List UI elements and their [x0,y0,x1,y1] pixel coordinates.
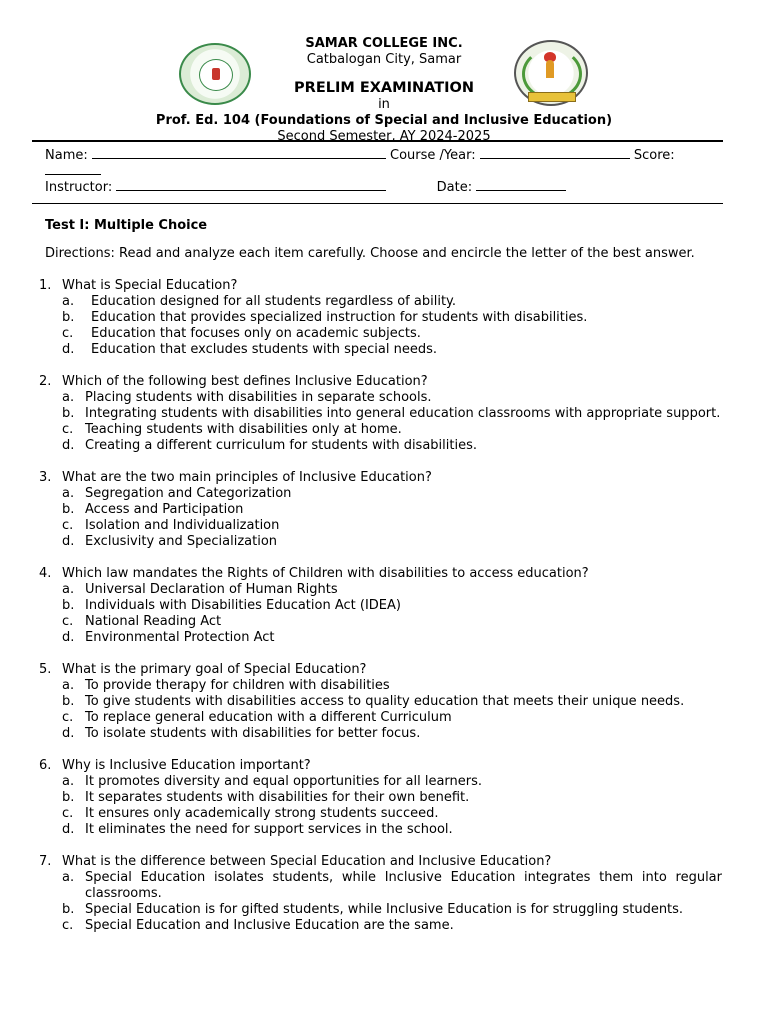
question-number: 6. [39,758,52,773]
instructor-field[interactable] [116,179,386,191]
option-text: Environmental Protection Act [85,630,275,645]
answer-option[interactable] [62,294,722,310]
option-text: National Reading Act [85,614,222,629]
option-letter: a. [62,390,75,405]
option-letter: b. [62,502,75,517]
option-letter: d. [62,438,75,453]
option-text: To give students with disabilities access to quality education that meets their unique needs. [85,694,685,709]
answer-option[interactable] [62,822,722,838]
option-text: To isolate students with disabilities for better focus. [85,726,421,741]
question-number: 1. [39,278,52,293]
option-letter: c. [62,614,74,629]
exam-header [0,36,768,145]
option-letter: a. [62,678,75,693]
option-text: Education that provides specialized instruction for students with disabilities. [91,310,588,325]
answer-option[interactable] [62,678,722,694]
question-text: Which of the following best defines Inclusive Education? [62,374,428,389]
directions: Directions: Read and analyze each item carefully. Choose and encircle the letter of the best answer. [45,246,695,261]
question-number: 5. [39,662,52,677]
course-title: Prof. Ed. 104 (Foundations of Special and Inclusive Education) [155,113,613,128]
info-row-1 [45,147,725,164]
in-word: in [378,97,390,112]
option-letter: a. [62,294,75,309]
option-text: It separates students with disabilities for their own benefit. [85,790,470,805]
option-letter: d. [62,630,75,645]
score-field[interactable] [45,163,101,175]
answer-option[interactable] [62,534,722,550]
option-text: Universal Declaration of Human Rights [85,582,338,597]
answer-option[interactable] [62,406,722,422]
option-text: Segregation and Categorization [85,486,292,501]
answer-option[interactable] [62,694,722,710]
exam-content [39,218,722,934]
header-divider [32,140,723,142]
answer-option[interactable] [62,486,722,502]
course-year-field[interactable] [480,147,630,159]
option-letter: a. [62,582,75,597]
option-letter: d. [62,534,75,549]
option-text: Special Education and Inclusive Education are the same. [85,918,454,933]
question-list [39,278,722,934]
answer-option[interactable] [62,710,722,726]
answer-option[interactable] [62,310,722,326]
question-item [39,758,722,838]
answer-option[interactable] [62,326,722,342]
date-label: Date: [436,180,473,195]
answer-option[interactable] [62,790,722,806]
info-row-1b [45,163,725,180]
date-field[interactable] [476,179,566,191]
answer-option[interactable] [62,630,722,646]
answer-option[interactable] [62,774,722,790]
option-text: Education designed for all students regardless of ability. [91,294,457,309]
answer-option[interactable] [62,390,722,406]
option-letter: a. [62,870,75,885]
option-text: It ensures only academically strong students succeed. [85,806,439,821]
option-letter: c. [62,710,74,725]
option-text: Exclusivity and Specialization [85,534,278,549]
question-item [39,470,722,550]
info-row-2 [45,179,725,196]
semester: Second Semester, AY 2024-2025 [277,129,491,144]
option-text: Integrating students with disabilities into general education classrooms with appropriate support. [85,406,721,421]
option-letter: a. [62,774,75,789]
option-letter: d. [62,342,75,357]
answer-option[interactable] [62,598,722,614]
option-letter: c. [62,422,74,437]
option-letter: c. [62,518,74,533]
answer-option[interactable] [62,582,722,598]
score-label: Score: [633,148,675,163]
exam-title: PRELIM EXAMINATION [294,80,474,96]
option-letter: c. [62,326,74,341]
option-text: To replace general education with a different Curriculum [85,710,452,725]
answer-option[interactable] [62,806,722,822]
question-item [39,566,722,646]
question-number: 3. [39,470,52,485]
answer-option[interactable] [62,342,722,358]
option-letter: b. [62,694,75,709]
option-text: It eliminates the need for support services in the school. [85,822,453,837]
name-label: Name: [45,148,88,163]
answer-option[interactable] [62,726,722,742]
option-text: To provide therapy for children with disabilities [85,678,390,693]
option-text: Special Education isolates students, while Inclusive Education integrates them into regular classrooms. [85,870,722,901]
question-text: What is the difference between Special Education and Inclusive Education? [62,854,552,869]
option-text: Education that excludes students with special needs. [91,342,437,357]
question-item [39,662,722,742]
instructor-label: Instructor: [45,180,113,195]
question-number: 4. [39,566,52,581]
question-text: What is Special Education? [62,278,238,293]
course-year-label: Course /Year: [390,148,476,163]
info-divider [32,203,723,204]
question-text: Which law mandates the Rights of Children with disabilities to access education? [62,566,589,581]
option-letter: b. [62,406,75,421]
test-title: Test I: Multiple Choice [45,218,208,233]
option-letter: c. [62,806,74,821]
option-letter: d. [62,822,75,837]
option-text: Teaching students with disabilities only at home. [85,422,402,437]
answer-option[interactable] [62,870,722,902]
option-letter: b. [62,310,75,325]
answer-option[interactable] [62,518,722,534]
option-text: Creating a different curriculum for students with disabilities. [85,438,477,453]
question-item [39,374,722,454]
option-letter: b. [62,902,75,917]
question-text: What are the two main principles of Inclusive Education? [62,470,432,485]
question-item [39,854,722,934]
question-item [39,278,722,358]
answer-option[interactable] [62,438,722,454]
answer-option[interactable] [62,614,722,630]
option-letter: c. [62,918,74,933]
school-location: Catbalogan City, Samar [306,52,462,67]
option-letter: d. [62,726,75,741]
answer-option[interactable] [62,502,722,518]
question-number: 2. [39,374,52,389]
option-text: It promotes diversity and equal opportunities for all learners. [85,774,483,789]
option-text: Isolation and Individualization [85,518,280,533]
option-text: Education that focuses only on academic subjects. [91,326,421,341]
option-text: Special Education is for gifted students, while Inclusive Education is for struggling students. [85,902,684,917]
question-number: 7. [39,854,52,869]
answer-option[interactable] [62,422,722,438]
option-letter: b. [62,790,75,805]
option-text: Placing students with disabilities in separate schools. [85,390,432,405]
question-text: Why is Inclusive Education important? [62,758,311,773]
answer-option[interactable] [62,902,722,918]
question-text: What is the primary goal of Special Education? [62,662,367,677]
option-letter: b. [62,598,75,613]
option-text: Access and Participation [85,502,244,517]
option-letter: a. [62,486,75,501]
answer-option[interactable] [62,918,722,934]
option-text: Individuals with Disabilities Education Act (IDEA) [85,598,401,613]
name-field[interactable] [92,147,386,159]
school-name: SAMAR COLLEGE INC. [305,36,463,51]
